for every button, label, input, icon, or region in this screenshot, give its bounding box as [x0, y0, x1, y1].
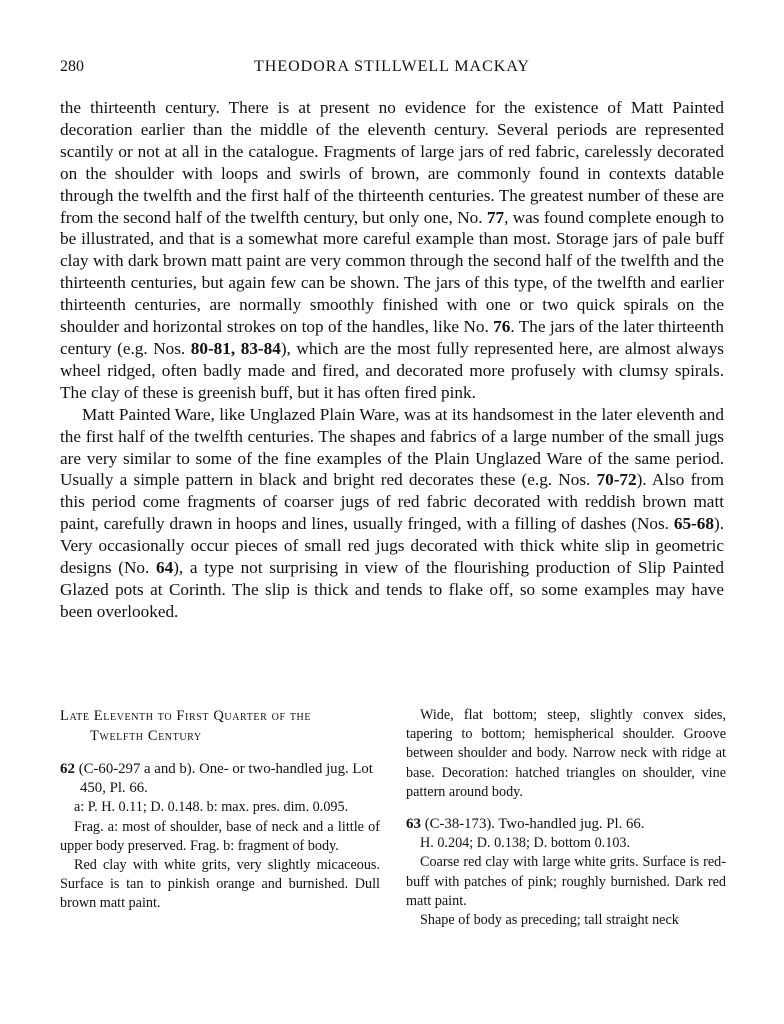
catalogue-ref: 77	[486, 207, 505, 227]
catalogue-right-column	[406, 706, 726, 930]
catalogue-ref: 80-81, 83-84	[190, 338, 281, 358]
dimensions: a: P. H. 0.11; D. 0.148. b: max. pres. dim. 0.095.	[74, 799, 349, 816]
catalogue-ref: 64	[156, 558, 174, 578]
catalogue-ref: 65-68	[673, 514, 714, 534]
page-number: 280	[60, 58, 84, 75]
section-heading: Late Eleventh to First Quarter of the Twelfth Century	[60, 708, 312, 744]
catalogue-number: 63	[406, 816, 421, 833]
preservation: Frag. a: most of shoulder, base of neck and a little of upper body preserved. Frag. b: fragment of body.	[60, 818, 380, 854]
fabric: Red clay with white grits, very slightly micaceous. Surface is tan to pinkish orange and burnished. Dull brown matt paint.	[60, 857, 380, 912]
main-text	[60, 97, 724, 623]
shape-description: Wide, flat bottom; steep, slightly convex sides, tapering to bottom; hemispherical shoulder. Groove between shoulder and body. Narrow neck with ridge at base. Decoration: hatched triangles on shoulder, vine pattern around body.	[406, 707, 726, 800]
catalogue-ref: 76	[493, 317, 511, 337]
catalogue-entry-63-heading: 63 (C-38-173). Two-handled jug. Pl. 66.	[406, 816, 645, 833]
fabric: Coarse red clay with large white grits. Surface is red-buff with patches of pink; roughly burnished. Dark red matt paint.	[406, 854, 726, 909]
running-header	[60, 58, 724, 82]
catalogue-left-column	[60, 706, 380, 914]
dimensions: H. 0.204; D. 0.138; D. bottom 0.103.	[420, 835, 631, 852]
catalogue-number: 62	[60, 761, 75, 777]
catalogue-ref: 70-72	[596, 470, 637, 490]
running-title: THEODORA STILLWELL MACKAY	[254, 58, 530, 75]
shape-description: Shape of body as preceding; tall straight neck	[420, 912, 679, 929]
paragraph-1: the thirteenth century. There is at present no evidence for the existence of Matt Painted decoration earlier than the middle of the eleventh century. Several periods are represented scantily or not at all in the catalogue. Fragments of large jars of red fabric, carelessly decorated on the shoulder with loops and swirls of brown, are commonly found in contexts datable through the twelfth and the first half of the thirteenth centuries. The greatest number of these are from the second half of the twelfth century, but only one, No. 77, was found complete enough to be illustrated, and that is a somewhat more careful example than most. Storage jars of pale buff clay with dark brown matt paint are very common through the second half of the twelfth and the thirteenth centuries, but again few can be shown. The jars of this type, of the twelfth and earlier thirteenth centuries, are normally smoothly finished with one or two quick spirals on the shoulder and horizontal strokes on top of the handles, like No. 76. The jars of the later thirteenth century (e.g. Nos. 80-81, 83-84), which are the most fully represented here, are almost always wheel ridged, often badly made and fired, and decorated more profusely with clumsy spirals. The clay of these is greenish buff, but it has often fired pink.	[60, 98, 724, 402]
catalogue-entry-62-heading: 62 (C-60-297 a and b). One- or two-handled jug. Lot 450, Pl. 66.	[60, 761, 373, 797]
paragraph-2: Matt Painted Ware, like Unglazed Plain Ware, was at its handsomest in the later eleventh and the first half of the twelfth centuries. The shapes and fabrics of a large number of the small jugs are very similar to some of the fine examples of the Plain Unglazed Ware of the same period. Usually a simple pattern in black and bright red decorates these (e.g. Nos. 70-72). Also from this period come fragments of coarser jugs of red fabric decorated with reddish brown matt paint, carefully drawn in hoops and lines, usually fringed, with a filling of dashes (Nos. 65-68). Very occasionally occur pieces of small red jugs decorated with thick white slip in geometric designs (No. 64), a type not surprising in view of the flourishing production of Slip Painted Glazed pots at Corinth. The slip is thick and tends to flake off, so some examples may have been overlooked.	[60, 404, 724, 621]
